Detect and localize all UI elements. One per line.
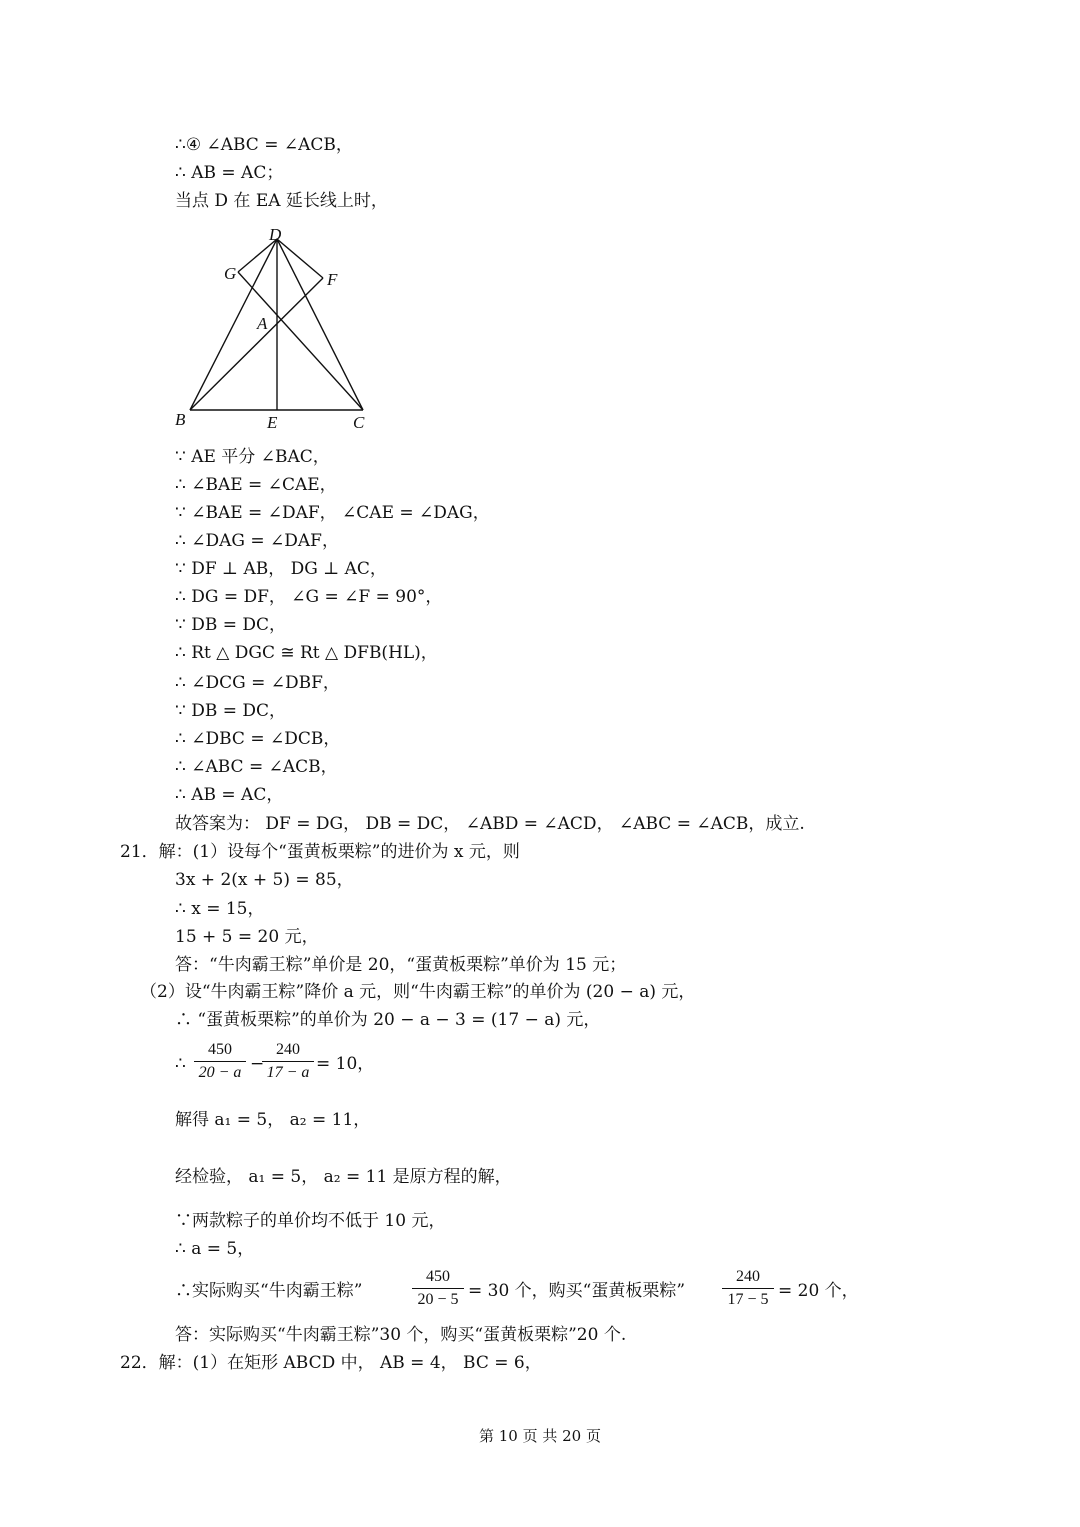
line-6: ∵ ∠BAE = ∠DAF， ∠CAE = ∠DAG， (175, 503, 490, 523)
line-condition: ∵两款粽子的单价均不低于 10 元， (175, 1211, 446, 1231)
eq-rhs: = 10， (316, 1054, 375, 1074)
line-4: ∵ AE 平分 ∠BAC， (175, 447, 330, 467)
line-14: ∴ ∠DBC = ∠DCB， (175, 729, 341, 749)
buy-f2-den: 17 − 5 (727, 1291, 769, 1308)
line-8: ∵ DF ⊥ AB， DG ⊥ AC， (175, 559, 387, 579)
buy-f1-num: 450 (426, 1268, 450, 1285)
line-12: ∴ ∠DCG = ∠DBF， (175, 673, 340, 693)
line-13: ∵ DB = DC， (175, 701, 287, 721)
label-G: G (224, 264, 237, 283)
line-2: ∴ AB = AC； (175, 163, 284, 183)
eq-fraction-2 (262, 1041, 314, 1082)
buy-f1-den: 20 − 5 (417, 1291, 459, 1308)
buy-f2-num: 240 (736, 1268, 760, 1285)
line-3: 当点 D 在 EA 延长线上时， (175, 191, 388, 211)
line-answer: 答：实际购买“牛肉霸王粽”30 个，购买“蛋黄板栗粽”20 个. (175, 1325, 627, 1345)
segment-DF (277, 239, 323, 278)
eq-f1-num: 450 (208, 1041, 232, 1058)
problem-22-heading: 22．解：(1）在矩形 ABCD 中， AB = 4， BC = 6， (120, 1353, 542, 1373)
line-20: ∴ x = 15， (175, 899, 265, 919)
line-22: 答：“牛肉霸王粽”单价是 20，“蛋黄板栗粽”单价为 15 元； (175, 955, 627, 975)
line-9: ∴ DG = DF， ∠G = ∠F = 90°， (175, 587, 443, 607)
eq-minus: − (250, 1054, 265, 1074)
line-24: ∴ “蛋黄板栗粽”的单价为 20 − a − 3 = (17 − a) 元， (175, 1010, 601, 1030)
line-15: ∴ ∠ABC = ∠ACB， (175, 757, 338, 777)
line-a-value: ∴ a = 5， (175, 1239, 255, 1259)
label-D: D (269, 225, 282, 244)
buy-text-2: = 30 个，购买“蛋黄板栗粽” (468, 1281, 686, 1301)
line-16: ∴ AB = AC， (175, 785, 284, 805)
line-11: ∴ Rt △ DGC ≅ Rt △ DFB(HL)， (175, 643, 438, 663)
label-A: A (257, 314, 268, 333)
label-E: E (267, 413, 278, 432)
line-5: ∴ ∠BAE = ∠CAE， (175, 475, 337, 495)
page-footer: 第 10 页 共 20 页 (478, 1427, 601, 1445)
buy-text-1: ∴实际购买“牛肉霸王粽” (175, 1281, 363, 1301)
eq-fraction-1 (194, 1041, 246, 1082)
problem-21-heading: 21．解：(1）设每个“蛋黄板栗粽”的进价为 x 元，则 (120, 842, 520, 862)
line-17: 故答案为： DF = DG， DB = DC， ∠ABD = ∠ACD， ∠ABC = ∠ACB，成立. (175, 814, 805, 834)
label-B: B (175, 410, 186, 429)
label-C: C (353, 413, 365, 432)
buy-fraction-2 (722, 1268, 774, 1309)
line-7: ∴ ∠DAG = ∠DAF， (175, 531, 339, 551)
buy-fraction-1 (412, 1268, 464, 1309)
label-F: F (327, 270, 338, 289)
line-1: ∴④ ∠ABC = ∠ACB， (175, 135, 353, 155)
line-23: （2）设“牛肉霸王粽”降价 a 元，则“牛肉霸王粽”的单价为 (20 − a) 元， (140, 982, 696, 1002)
segment-GC (238, 272, 363, 410)
eq-f2-den: 17 − a (266, 1064, 310, 1081)
line-10: ∵ DB = DC， (175, 615, 287, 635)
eq-f2-num: 240 (276, 1041, 300, 1058)
segment-DC (277, 239, 363, 410)
buy-text-3: = 20 个， (778, 1281, 859, 1301)
line-19: 3x + 2(x + 5) = 85， (175, 870, 354, 890)
eq-f1-den: 20 − a (198, 1064, 242, 1081)
line-21: 15 + 5 = 20 元， (175, 927, 319, 947)
eq-therefore: ∴ (175, 1054, 186, 1074)
line-solve: 解得 a₁ = 5， a₂ = 11， (175, 1110, 371, 1130)
triangle-figure (175, 225, 375, 435)
line-check: 经检验， a₁ = 5， a₂ = 11 是原方程的解， (175, 1167, 512, 1187)
